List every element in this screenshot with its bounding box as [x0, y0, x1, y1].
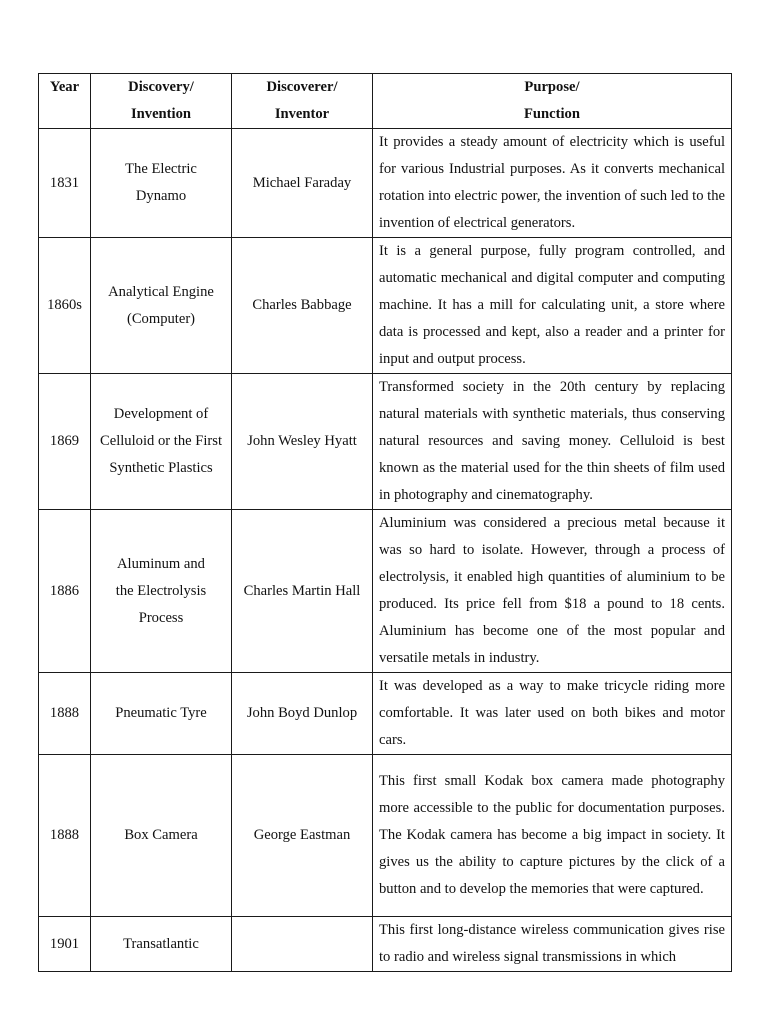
header-year	[39, 74, 91, 129]
cell-year: 1831	[39, 129, 91, 238]
cell-purpose: Aluminium was considered a precious metal because it was so hard to isolate. However, through a process of electrolysis, it enabled high quantities of aluminium to be produced. Its price fell from $18 a pound to 18 cents. Aluminium has become one of the most popular and versatile metals in industry.	[373, 510, 732, 673]
cell-inventor: Charles Martin Hall	[232, 510, 373, 673]
discovery-line: Pneumatic Tyre	[115, 705, 207, 721]
table-row	[39, 374, 732, 510]
cell-inventor: Michael Faraday	[232, 129, 373, 238]
header-discovery-line-1: Discovery/	[128, 79, 194, 95]
header-inventor-line-1: Discoverer/	[266, 79, 338, 95]
inventions-table	[38, 73, 732, 972]
cell-discovery	[91, 510, 232, 673]
cell-discovery	[91, 238, 232, 374]
header-inventor	[232, 74, 373, 129]
header-purpose-line-1: Purpose/	[524, 79, 580, 95]
cell-year: 1888	[39, 755, 91, 917]
table-row	[39, 673, 732, 755]
cell-inventor: George Eastman	[232, 755, 373, 917]
table-row	[39, 510, 732, 673]
cell-year: 1886	[39, 510, 91, 673]
cell-year: 1869	[39, 374, 91, 510]
header-inventor-line-2: Inventor	[274, 106, 330, 122]
discovery-line: the Electrolysis	[115, 582, 207, 599]
cell-purpose: It is a general purpose, fully program controlled, and automatic mechanical and digital computer and computing machine. It has a mill for calculating unit, a store where data is processed and kept, also a reader and a printer for input and output process.	[373, 238, 732, 374]
discovery-line: Dynamo	[135, 188, 187, 204]
cell-purpose: This first long-distance wireless communication gives rise to radio and wireless signal transmissions in which	[373, 917, 732, 972]
table-row	[39, 755, 732, 917]
cell-discovery	[91, 917, 232, 972]
header-year-label: Year	[49, 79, 80, 95]
discovery-line: The Electric	[125, 161, 197, 177]
discovery-line: Synthetic Plastics	[109, 460, 213, 476]
discovery-line: Development of	[113, 406, 209, 422]
cell-purpose: Transformed society in the 20th century by replacing natural materials with synthetic materials, thus conserving natural resources and saving money. Celluloid is best known as the material used for the thin sheets of film used in photography and cinematography.	[373, 374, 732, 510]
cell-discovery	[91, 374, 232, 510]
discovery-line: (Computer)	[126, 310, 196, 327]
cell-inventor: Charles Babbage	[232, 238, 373, 374]
header-purpose-line-2: Function	[524, 106, 580, 122]
cell-purpose: It was developed as a way to make tricycle riding more comfortable. It was later used on both bikes and motor cars.	[373, 673, 732, 755]
cell-discovery	[91, 755, 232, 917]
cell-year: 1888	[39, 673, 91, 755]
discovery-line: Aluminum and	[117, 555, 205, 572]
header-discovery-line-2: Invention	[130, 106, 191, 122]
header-discovery	[91, 74, 232, 129]
cell-purpose: This first small Kodak box camera made photography more accessible to the public for documentation purposes. The Kodak camera has become a big impact in society. It gives us the ability to capture pictures by the click of a button and to develop the memories that were captured.	[373, 755, 732, 917]
cell-year: 1901	[39, 917, 91, 972]
cell-inventor: John Wesley Hyatt	[232, 374, 373, 510]
cell-inventor: John Boyd Dunlop	[232, 673, 373, 755]
discovery-line: Transatlantic	[123, 935, 199, 952]
table-header-row	[39, 74, 732, 129]
table-row	[39, 238, 732, 374]
cell-purpose: It provides a steady amount of electricity which is useful for various Industrial purposes. As it converts mechanical rotation into electric power, the invention of such led to the invention of electrical generators.	[373, 129, 732, 238]
discovery-line: Process	[138, 609, 184, 626]
cell-discovery	[91, 129, 232, 238]
cell-discovery	[91, 673, 232, 755]
discovery-line: Box Camera	[124, 827, 198, 843]
header-purpose	[373, 74, 732, 129]
cell-year: 1860s	[39, 238, 91, 374]
table-row	[39, 129, 732, 238]
discovery-line: Analytical Engine	[108, 283, 214, 300]
discovery-line: Celluloid or the First	[99, 433, 223, 449]
cell-inventor	[232, 917, 373, 972]
table-row	[39, 917, 732, 972]
